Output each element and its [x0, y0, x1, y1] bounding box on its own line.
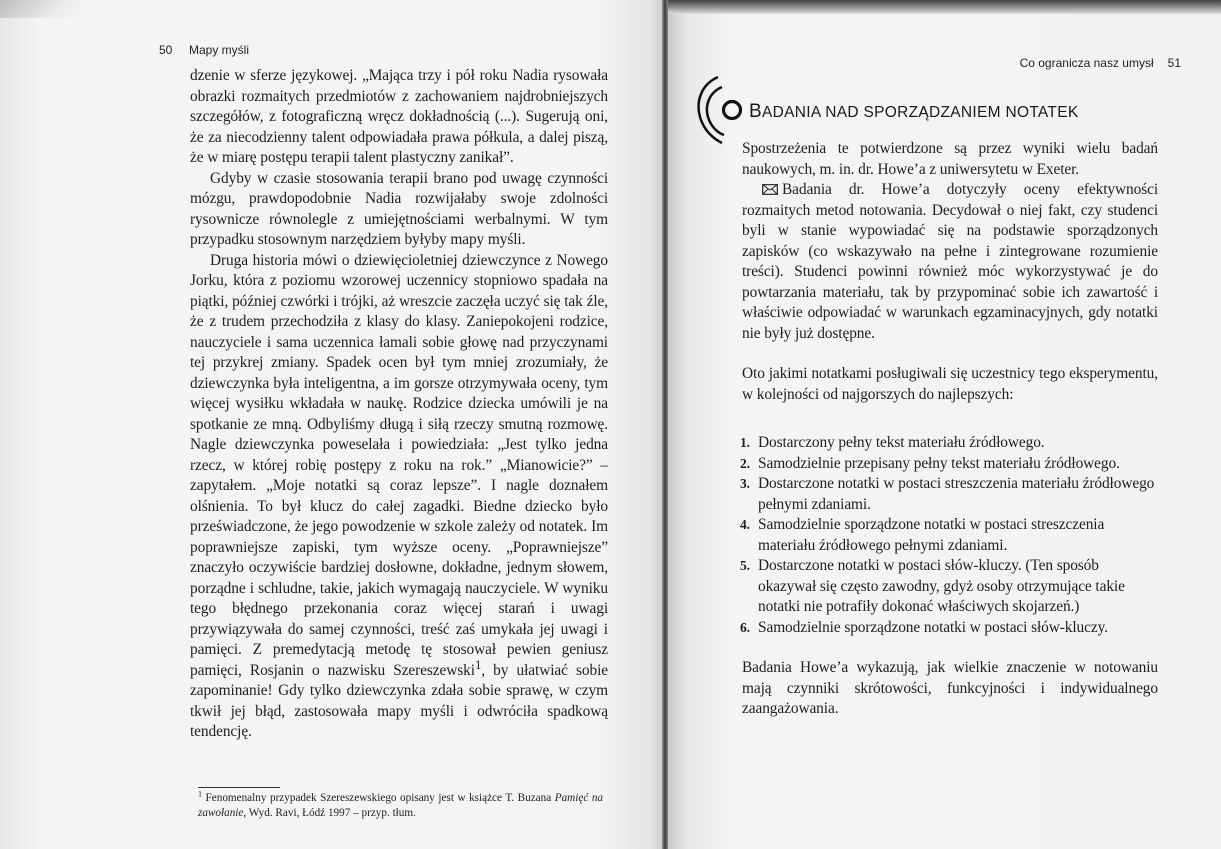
left-running-head: [159, 43, 249, 57]
note-types-list: [742, 433, 1158, 638]
footnote-book-title: Pamięć na zawołanie: [198, 792, 604, 819]
paragraph-text: Druga historia mówi o dziewięcioletniej dziewczynce z Nowego Jorku, która z poziomu wzorowej uczennicy stopniowo spadała na piątki, później czwórki i trójki, aż wreszcie zaczęła uczyć się tak źle, że z trudem przechodziła z klasy do klasy. Zaniepokojeni rodzice, nauczyciele i sama uczennica łamali sobie głowę nad przyczynami tej przykrej zmiany. Spadek ocen był tym mniej zrozumiały, że dziewczynka była inteligentna, a im gorsze otrzymywała oceny, tym więcej wysiłku wkładała w naukę. Rodzice dziecka umówili je na spotkanie ze mną. Odbyliśmy długą i siłą rzeczy smutną rozmowę. Nagle dziewczynka poweselała i powiedziała: „Jest tylko jedna rzecz, w której robię postępy z roku na rok.” „Mianowicie?” – zapytałem. „Moje notatki są coraz lepsze”. I nagle doznałem olśnienia. To był klucz do całej zagadki. Biedne dziecko było przeświadczone, że jego powodzenie w szkole zależy od notatek. Im poprawniejsze zapiski, tym wyższe oceny. „Poprawniejsze” znaczyło oczywiście bardziej dosłowne, dokładne, jednym słowem, porządne i schludne, takie, jakich wymagają nauczyciele. W wyniku tego błędnego przekonania coraz więcej starań i uwagi przywiązywała do samej czynności, treść zaś umykała jej uwagi i pamięci. Z premedytacją metodę tę stosował pewien geniusz pamięci, Rosjanin o nazwisku Szereszewski: [190, 251, 608, 679]
list-number: 5.: [740, 558, 750, 573]
footnote-divider: [198, 787, 280, 788]
footnote: [198, 791, 603, 821]
left-running-title: Mapy myśli: [189, 43, 250, 57]
list-item: [742, 454, 1158, 475]
section-title-text: ADANIA NAD SPORZĄDZANIEM NOTATEK: [761, 104, 1079, 121]
study-paragraph: [742, 180, 1158, 344]
paragraph-text: , by ułatwiać sobie zapominanie! Gdy tylko dziewczynka zdała sobie sprawę, w czym tkwił jej błąd, zastosowała mapy myśli i odwróciła spadkową tendencję.: [190, 661, 608, 740]
footnote-text-end: , Wyd. Ravi, Łódź 1997 – przyp. tłum.: [243, 807, 416, 819]
paragraph: dzenie w sferze językowej. „Mająca trzy i pół roku Nadia rysowała obrazki rozmaitych przedmiotów z zachowaniem najdrobniejszych szczegółów, z fotograficzną wręcz dokładnością (...). Sugerują oni, że za niecodzienny talent odpowiadała prawa półkula, a dalej piszą, że w miarę postępu terapii talent plastyczny zanikał”.: [190, 67, 608, 166]
page-corner-shadow: [0, 0, 80, 18]
left-page-number: 50: [159, 43, 173, 57]
right-page-number: 51: [1167, 56, 1181, 70]
list-text: Dostarczony pełny tekst materiału źródłowego.: [758, 434, 1045, 451]
section-mark-icon: [692, 73, 748, 147]
footnote-reference: 1: [474, 657, 482, 672]
study-text: Badania dr. Howe’a dotyczyły oceny efektywności rozmaitych metod notowania. Decydował o niej fakt, czy studenci byli w stanie wypowiadać się na podstawie sporządzonych zapisków (co wskazywało na pełne i zintegrowane rozumienie treści). Studenci powinni również móc wykorzystywać je do powtarzania materiału, tak by przypominać sobie ich zawartość i właściwie odpowiadać w warunkach egzaminacyjnych, gdy notatki nie były już dostępne.: [742, 181, 1158, 342]
footnote-marker: 1: [198, 789, 202, 799]
list-number: 1.: [740, 435, 750, 450]
right-running-title: Co ogranicza nasz umysł: [1019, 56, 1154, 70]
list-text: Samodzielnie przepisany pełny tekst materiału źródłowego.: [758, 454, 1120, 472]
envelope-icon: [762, 184, 778, 195]
section-title: [749, 101, 1078, 123]
list-text: Dostarczone notatki w postaci słów-kluczy. (Ten sposób okazywał się często zawodny, gdyż osoby otrzymujące takie notatki nie potrafiły dokonać właściwych skojarzeń.): [758, 557, 1125, 615]
list-item: [742, 474, 1158, 515]
list-item: [742, 556, 1158, 618]
page-top-shadow: [668, 0, 1221, 14]
list-item: [742, 433, 1158, 454]
intro-paragraph: Spostrzeżenia te potwierdzone są przez wyniki wielu badań naukowych, m. in. dr. Howe’a z uniwersytetu w Exeter.: [742, 140, 1158, 178]
list-number: 6.: [740, 619, 750, 635]
right-running-head: [1020, 56, 1181, 70]
list-text: Dostarczone notatki w postaci streszczenia materiału źródłowego pełnymi zdaniami.: [758, 475, 1155, 513]
list-number: 2.: [740, 455, 750, 471]
list-number: 4.: [740, 517, 750, 532]
right-body-text: [742, 139, 1158, 720]
left-body-text: [190, 66, 608, 743]
list-text: Samodzielnie sporządzone notatki w postaci słów-kluczy.: [758, 618, 1108, 636]
paragraph: [190, 251, 608, 743]
footnote-text: Fenomenalny przypadek Szereszewskiego opisany jest w książce T. Buzana: [205, 792, 555, 804]
list-number: 3.: [740, 476, 750, 491]
section-title-initial: B: [749, 101, 762, 122]
list-item: [742, 618, 1158, 639]
conclusion-paragraph: Badania Howe’a wykazują, jak wielkie znaczenie w notowaniu mają czynniki skrótowości, funkcyjności i indywidualnego zaangażowania.: [742, 659, 1158, 717]
list-item: [742, 515, 1158, 556]
list-intro: Oto jakimi notatkami posługiwali się uczestnicy tego eksperymentu, w kolejności od najgorszych do najlepszych:: [742, 365, 1158, 403]
list-text: Samodzielnie sporządzone notatki w postaci streszczenia materiału źródłowego pełnymi zdaniami.: [758, 516, 1105, 554]
paragraph: Gdyby w czasie stosowania terapii brano pod uwagę czynności mózgu, prawdopodobnie Nadia rozwijałaby swoje zdolności rysownicze równolegle z umiejętnościami werbalnymi. W tym przypadku stosownym narzędziem byłyby mapy myśli.: [190, 169, 608, 248]
